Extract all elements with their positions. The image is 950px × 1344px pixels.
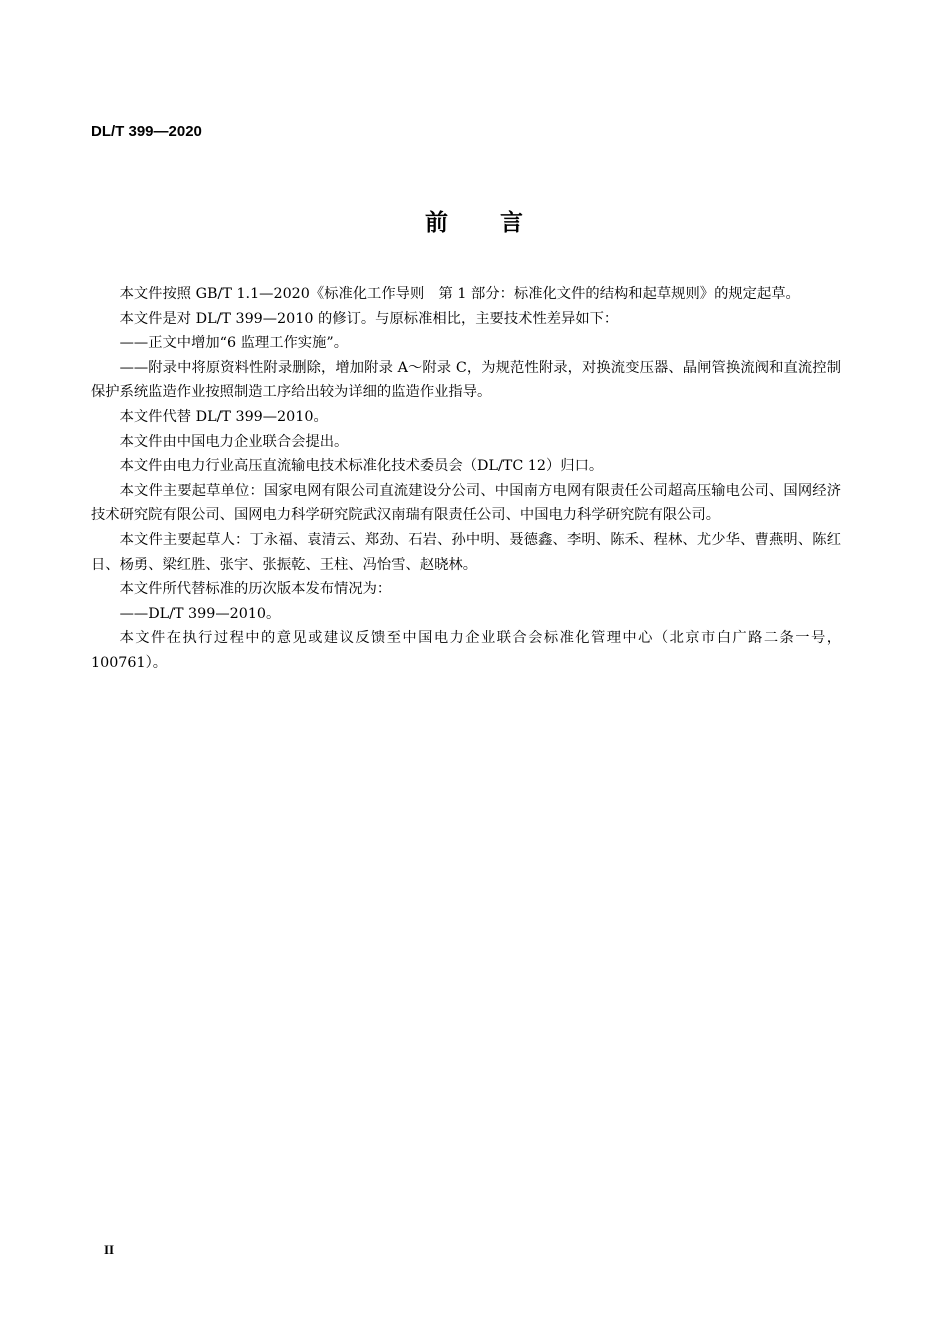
paragraph-9: 本文件主要起草人：丁永福、袁清云、郑劲、石岩、孙中明、聂德鑫、李明、陈禾、程林、尤少华、曹燕明、陈红日、杨勇、梁红胜、张宇、张振乾、王柱、冯怡雪、赵晓林。 xyxy=(91,531,841,573)
paragraph-7: 本文件由电力行业高压直流输电技术标准化技术委员会（DL/TC 12）归口。 xyxy=(119,458,604,475)
paragraph-11: ——DL/T 399—2010。 xyxy=(119,605,281,622)
paragraph-5: 本文件代替 DL/T 399—2010。 xyxy=(119,408,328,425)
title-char-1: 前 xyxy=(425,210,450,236)
paragraph-1: 本文件按照 GB/T 1.1—2020《标准化工作导则 第 1 部分：标准化文件的结构和起草规则》的规定起草。 xyxy=(119,286,800,302)
paragraph-4: ——附录中将原资料性附录删除，增加附录 A～附录 C，为规范性附录，对换流变压器、晶闸管换流阀和直流控制保护系统监造作业按照制造工序给出较为详细的监造作业指导。 xyxy=(91,359,841,401)
page-title xyxy=(0,204,950,237)
paragraph-2: 本文件是对 DL/T 399—2010 的修订。与原标准相比，主要技术性差异如下： xyxy=(119,310,619,327)
foreword-body xyxy=(91,282,841,676)
paragraph-8: 本文件主要起草单位：国家电网有限公司直流建设分公司、中国南方电网有限责任公司超高压输电公司、国网经济技术研究院有限公司、国网电力科学研究院武汉南瑞有限责任公司、中国电力科学研究院有限公司。 xyxy=(91,482,841,524)
document-code: DL/T 399—2020 xyxy=(91,123,202,140)
paragraph-6: 本文件由中国电力企业联合会提出。 xyxy=(119,433,349,450)
page-number: II xyxy=(104,1242,115,1257)
paragraph-10: 本文件所代替标准的历次版本发布情况为： xyxy=(119,581,392,598)
title-char-2: 言 xyxy=(500,210,525,236)
paragraph-3: ——正文中增加“6 监理工作实施”。 xyxy=(119,335,349,352)
paragraph-12: 本文件在执行过程中的意见或建议反馈至中国电力企业联合会标准化管理中心（北京市白广路二条一号，100761）。 xyxy=(91,630,841,671)
